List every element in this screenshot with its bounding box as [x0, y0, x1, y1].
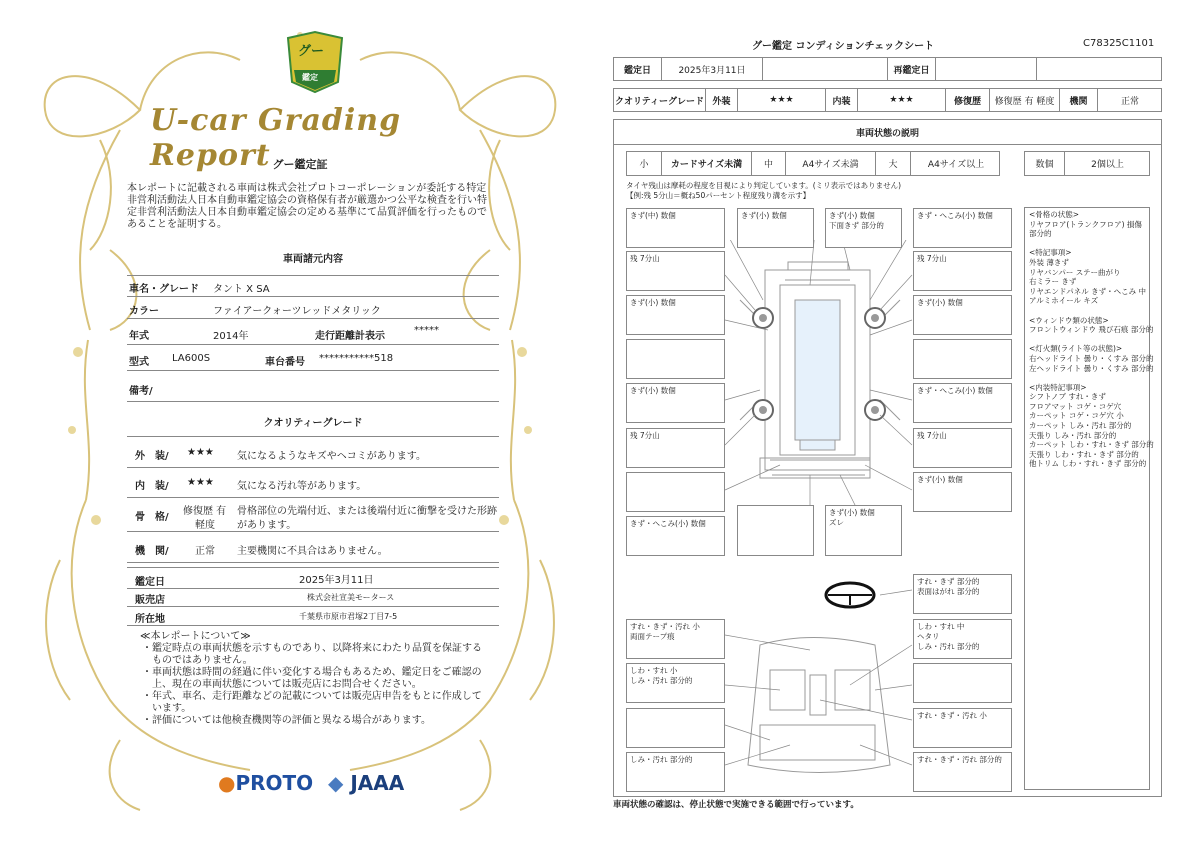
quality-row-interior	[127, 467, 499, 498]
model-label: 型式	[129, 357, 149, 368]
notes-title: ≪本レポートについて≫	[140, 631, 251, 642]
engine-desc: 主要機関に不具合はありません。	[237, 546, 388, 557]
detail-note-line: <灯火類(ライト等の状態)>	[1029, 344, 1123, 354]
ext-note-box: 残 7分山	[626, 251, 725, 291]
detail-notes-gap	[1029, 239, 1145, 249]
year-label: 年式	[129, 331, 149, 342]
exterior-label: 外 装/	[135, 451, 169, 462]
info-row-date	[127, 567, 499, 589]
detail-note-line: 他トリム しわ・すれ・きず 部分的	[1029, 459, 1147, 469]
legend-small-desc: カードサイズ未満	[662, 152, 752, 175]
quality-row-frame	[127, 498, 499, 532]
badge-top-text: グー	[298, 44, 325, 59]
note-item: ・車両状態は時間の経過に伴い変化する場合もあるため、鑑定日をご確認の上、現在の車両状態については販売店にお問合せください。	[142, 667, 482, 690]
ext-note-box: きず(小) 数個	[626, 295, 725, 335]
ext-note-box	[626, 472, 725, 512]
shop-label: 販売店	[135, 595, 165, 606]
rep-label: 修復歴	[946, 89, 990, 111]
redate-label: 再鑑定日	[888, 58, 936, 80]
legend-large-desc: A4サイズ以上	[927, 160, 985, 170]
ext-note-box: きず(小) 数個	[737, 208, 814, 248]
mileage-label: 走行距離計表示	[315, 331, 385, 342]
date-value: 2025年3月11日	[662, 58, 763, 80]
spec-row-name	[127, 275, 499, 297]
interior-grade: ★★★	[187, 477, 214, 488]
ext-note-box: きず(小) 数個	[626, 383, 725, 423]
ext-value: ★★★	[738, 89, 826, 111]
proto-logo: ●PROTO	[218, 771, 314, 795]
quality-row-engine	[127, 532, 499, 563]
exterior-grade: ★★★	[187, 447, 214, 458]
engine-grade: 正常	[195, 546, 215, 557]
detail-note-line: 左ヘッドライト 曇り・くすみ 部分的	[1029, 363, 1154, 373]
detail-note-line: 外装 薄きず	[1029, 257, 1069, 267]
date-empty	[763, 58, 888, 80]
sheet-id: C78325C1101	[1083, 38, 1155, 49]
spec-row-year	[127, 319, 499, 345]
quality-section-title: クオリティーグレード	[263, 418, 363, 429]
certificate-text: 本レポートに記載される車両は株式会社プロトコーポレーションが委託する特定非営利活動法人日本自動車鑑定協会の資格保有者が厳選かつ公平な検査を行い特定非営利活動法人日本自動車鑑定協会の定める基準にて品質評価を行ったものであることを証明する。	[127, 183, 487, 230]
int-note-box: しみ・汚れ 部分的	[626, 752, 725, 792]
detail-note-line: <ウィンドウ類の状態>	[1029, 315, 1109, 325]
color-value: ファイアークォーツレッドメタリック	[213, 306, 381, 317]
frame-desc2: があります。	[237, 520, 297, 531]
date-header-row	[613, 57, 1162, 81]
detail-note-line: リヤエンドパネル きず・へこみ 中	[1029, 286, 1146, 296]
color-label: カラー	[129, 306, 159, 317]
car-interior-diagram	[700, 575, 940, 795]
eng-label: 機関	[1060, 89, 1098, 111]
ext-note-box: 残 7分山	[626, 428, 725, 468]
ext-note-box: きず(小) 数個 ズレ	[825, 505, 902, 556]
report-title: U-car Grading Report	[150, 103, 402, 173]
frame-desc: 骨格部位の先端付近、または後端付近に衝撃を受けた形跡	[237, 506, 497, 517]
detail-note-line: 部分的	[1029, 229, 1052, 239]
legend-count: 数個	[1025, 152, 1065, 175]
info-row-address	[127, 607, 499, 626]
int-label: 内装	[826, 89, 858, 111]
detail-note-line: アルミホイール キズ	[1029, 296, 1099, 306]
int-note-box: しわ・すれ 中 ヘタリ しみ・汚れ 部分的	[913, 619, 1012, 659]
detail-note-line: カーペット しみ・汚れ 部分的	[1029, 421, 1132, 431]
state-title: 車両状態の説明	[614, 120, 1161, 145]
note-item: ・評価については他検査機関等の評価と異なる場合があります。	[142, 715, 431, 726]
tire-example: 【例:残 5分山＝概ね50パーセント程度残り溝を示す】	[626, 191, 811, 200]
detail-note-line: <特記事項>	[1029, 248, 1072, 258]
ext-note-box	[913, 339, 1012, 379]
remarks-label: 備考/	[129, 386, 153, 397]
note-item: ・年式、車名、走行距離などの記載については販売店申告をもとに作成しています。	[142, 691, 482, 714]
rep-value: 修復歴 有 軽度	[990, 89, 1060, 111]
address-label: 所在地	[135, 614, 165, 625]
spec-row-remarks	[127, 371, 499, 402]
ext-note-box	[626, 339, 725, 379]
int-note-box	[913, 663, 1012, 703]
int-note-box: すれ・きず・汚れ 小	[913, 708, 1012, 748]
detail-note-line: リヤバンパー ステー曲がり	[1029, 267, 1121, 277]
ext-note-box: きず(小) 数個	[913, 295, 1012, 335]
frame-grade: 修復歴 有	[183, 506, 227, 517]
detail-notes-gap	[1029, 335, 1145, 345]
year-value: 2014年	[213, 331, 249, 342]
ext-label: 外装	[706, 89, 738, 111]
grade-label: クオリティーグレード	[614, 89, 706, 111]
int-note-box: しわ・すれ 小 しみ・汚れ 部分的	[626, 663, 725, 703]
interior-desc: 気になる汚れ等があります。	[237, 481, 367, 492]
date-label: 鑑定日	[614, 58, 662, 80]
jaaa-logo: ◆ JAAA	[328, 771, 405, 795]
legend-medium-desc: A4サイズ未満	[786, 152, 876, 175]
shop-value: 株式会社宣美モータース	[307, 593, 395, 602]
ext-note-box: きず(中) 数個	[626, 208, 725, 248]
int-note-box: すれ・きず 部分的 表面はがれ 部分的	[913, 574, 1012, 614]
detail-note-line: 右ミラー きず	[1029, 277, 1077, 287]
detail-note-line: <内装特記事項>	[1029, 382, 1087, 392]
ext-note-box: 残 7分山	[913, 428, 1012, 468]
tire-note: タイヤ残山は摩耗の程度を目視により判定しています。(ミリ表示ではありません)	[626, 181, 902, 190]
int-note-box: すれ・きず・汚れ 部分的	[913, 752, 1012, 792]
legend-count-desc: 2個以上	[1091, 160, 1124, 170]
count-legend	[1024, 151, 1150, 176]
grade-row	[613, 88, 1162, 112]
detail-note-line: フロントウィンドウ 飛び石痕 部分的	[1029, 325, 1154, 335]
spec-row-color	[127, 296, 499, 319]
frame-label: 骨 格/	[135, 512, 169, 523]
chassis-value: ***********518	[319, 353, 394, 364]
eng-value: 正常	[1120, 96, 1139, 107]
badge-bottom-text: 鑑定	[302, 73, 318, 82]
detail-notes-panel	[1024, 207, 1154, 790]
quality-row-exterior	[127, 436, 499, 468]
name-label: 車名・グレード	[129, 284, 199, 295]
detail-note-line: リヤフロア(トランクフロア) 損傷	[1029, 219, 1142, 229]
mileage-value: *****	[414, 325, 439, 336]
ext-note-box: きず・へこみ(小) 数個	[913, 208, 1012, 248]
car-exterior-diagram	[700, 240, 940, 620]
ext-note-box: きず・へこみ(小) 数個	[626, 516, 725, 556]
detail-note-line: フロアマット コゲ・コゲ穴	[1029, 401, 1122, 411]
detail-notes-gap	[1029, 373, 1145, 383]
certificate-title: グー鑑定証	[272, 158, 328, 171]
detail-note-line: 天張り しわ・すれ・きず 部分的	[1029, 449, 1139, 459]
int-note-box: すれ・きず・汚れ 小 両面テープ痕	[626, 619, 725, 659]
legend-large: 大	[876, 152, 911, 175]
int-note-box	[626, 708, 725, 748]
detail-note-line: 天張り しみ・汚れ 部分的	[1029, 430, 1117, 440]
legend-small: 小	[627, 152, 662, 175]
frame-grade2: 軽度	[195, 520, 215, 531]
size-legend	[626, 151, 1000, 176]
spec-section-title: 車両諸元内容	[283, 254, 343, 265]
address-value: 千葉県市原市君塚2丁目7-5	[299, 612, 398, 621]
detail-note-line: 右ヘッドライト 曇り・くすみ 部分的	[1029, 353, 1154, 363]
ext-note-box: きず(小) 数個 下面きず 部分的	[825, 208, 902, 248]
spec-row-model	[127, 345, 499, 371]
chassis-label: 車台番号	[265, 357, 305, 368]
engine-label: 機 関/	[135, 546, 169, 557]
ext-note-box: きず(小) 数個	[913, 472, 1012, 512]
note-item: ・鑑定時点の車両状態を示すものであり、以降将来にわたり品質を保証するものではありません。	[142, 643, 482, 666]
info-row-shop	[127, 588, 499, 607]
detail-note-line: カーペット しわ・すれ・きず 部分的	[1029, 440, 1154, 450]
detail-note-line: <骨格の状態>	[1029, 210, 1080, 219]
ext-note-box: 残 7分山	[913, 251, 1012, 291]
date-value: 2025年3月11日	[299, 575, 374, 586]
legend-medium: 中	[752, 152, 786, 175]
footer-note: 車両状態の確認は、停止状態で実施できる範囲で行っています。	[613, 800, 859, 810]
report-notes	[140, 631, 490, 727]
date-label: 鑑定日	[135, 577, 165, 588]
detail-notes-gap	[1029, 306, 1145, 316]
name-value: タント X SA	[213, 284, 270, 295]
redate-value	[936, 58, 1037, 80]
model-value: LA600S	[172, 353, 211, 364]
detail-note-line: シフトノブ すれ・きず	[1029, 392, 1106, 402]
ext-note-box	[737, 505, 814, 556]
ext-note-box: きず・へこみ(小) 数個	[913, 383, 1012, 423]
exterior-desc: 気になるようなキズやヘコミがあります。	[237, 451, 426, 462]
sheet-title: グー鑑定 コンディションチェックシート	[752, 41, 935, 52]
detail-note-line: カーペット コゲ・コゲ穴 小	[1029, 411, 1124, 421]
interior-label: 内 装/	[135, 481, 169, 492]
int-value: ★★★	[858, 89, 946, 111]
